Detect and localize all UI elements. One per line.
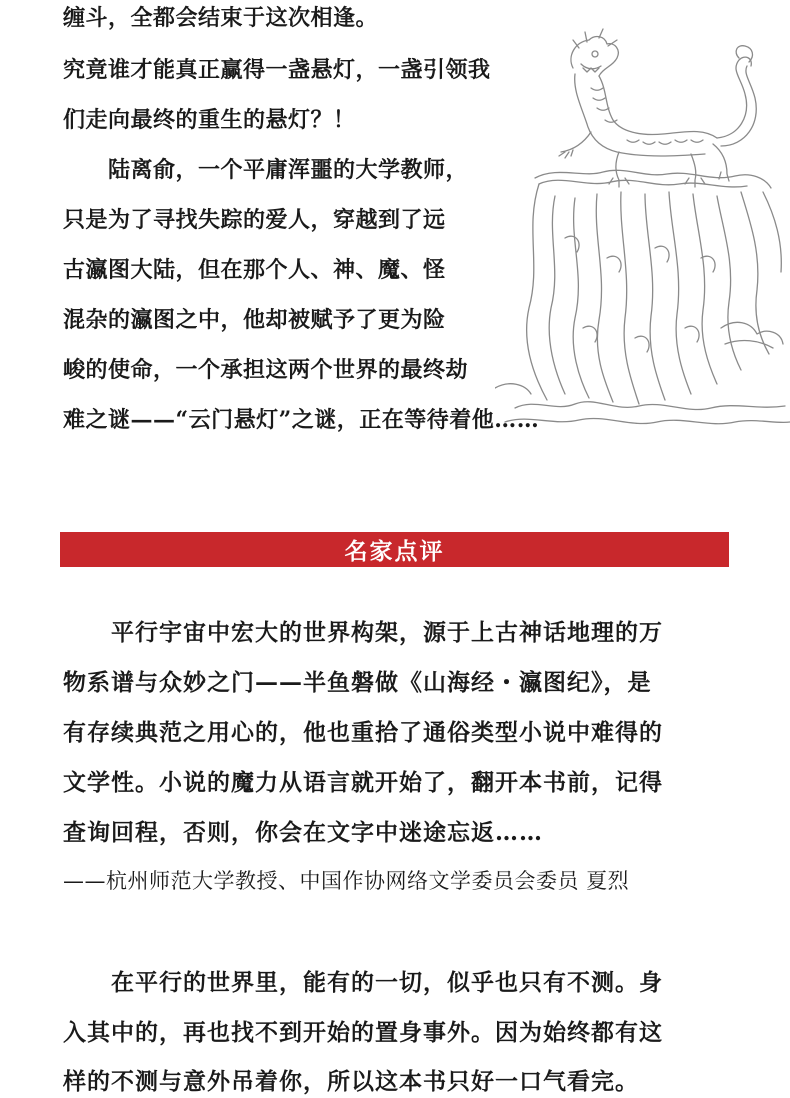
review-line: 文学性。小说的魔力从语言就开始了，翻开本书前，记得 [63,769,663,796]
review-line: 入其中的，再也找不到开始的置身事外。因为始终都有这 [63,1019,663,1046]
mythical-beast-on-rock-icon [495,28,790,448]
review-line: 物系谱与众妙之门——半鱼磐做《山海经・瀛图纪》，是 [63,669,652,696]
intro-line: 缠斗，全都会结束于这次相逢。 [63,5,379,31]
intro-line: 难之谜——“云门悬灯”之谜，正在等待着他…… [63,407,540,433]
review-line: 平行宇宙中宏大的世界构架，源于上古神话地理的万 [63,619,663,646]
section-banner [60,532,729,567]
review-line: 有存续典范之用心的，他也重拾了通俗类型小说中难得的 [63,719,663,746]
review-line: 在平行的世界里，能有的一切，似乎也只有不测。身 [63,969,663,996]
intro-line: 们走向最终的重生的悬灯？！ [63,107,356,133]
intro-line: 古瀛图大陆，但在那个人、神、魔、怪 [63,257,446,283]
intro-line: 峻的使命，一个承担这两个世界的最终劫 [63,357,469,383]
review-line: 样的不测与意外吊着你，所以这本书只好一口气看完。 [63,1068,639,1095]
review-attribution: ——杭州师范大学教授、中国作协网络文学委员会委员 夏烈 [63,869,630,893]
intro-line: 陆离俞，一个平庸浑噩的大学教师， [63,157,469,183]
intro-line: 只是为了寻找失踪的爱人，穿越到了远 [63,207,446,233]
section-title: 名家点评 [344,538,445,565]
intro-line: 究竟谁才能真正赢得一盏悬灯，一盏引领我 [63,57,491,83]
review-line: 查询回程，否则，你会在文字中迷途忘返…… [63,819,543,846]
intro-line: 混杂的瀛图之中，他却被赋予了更为险 [63,307,446,333]
